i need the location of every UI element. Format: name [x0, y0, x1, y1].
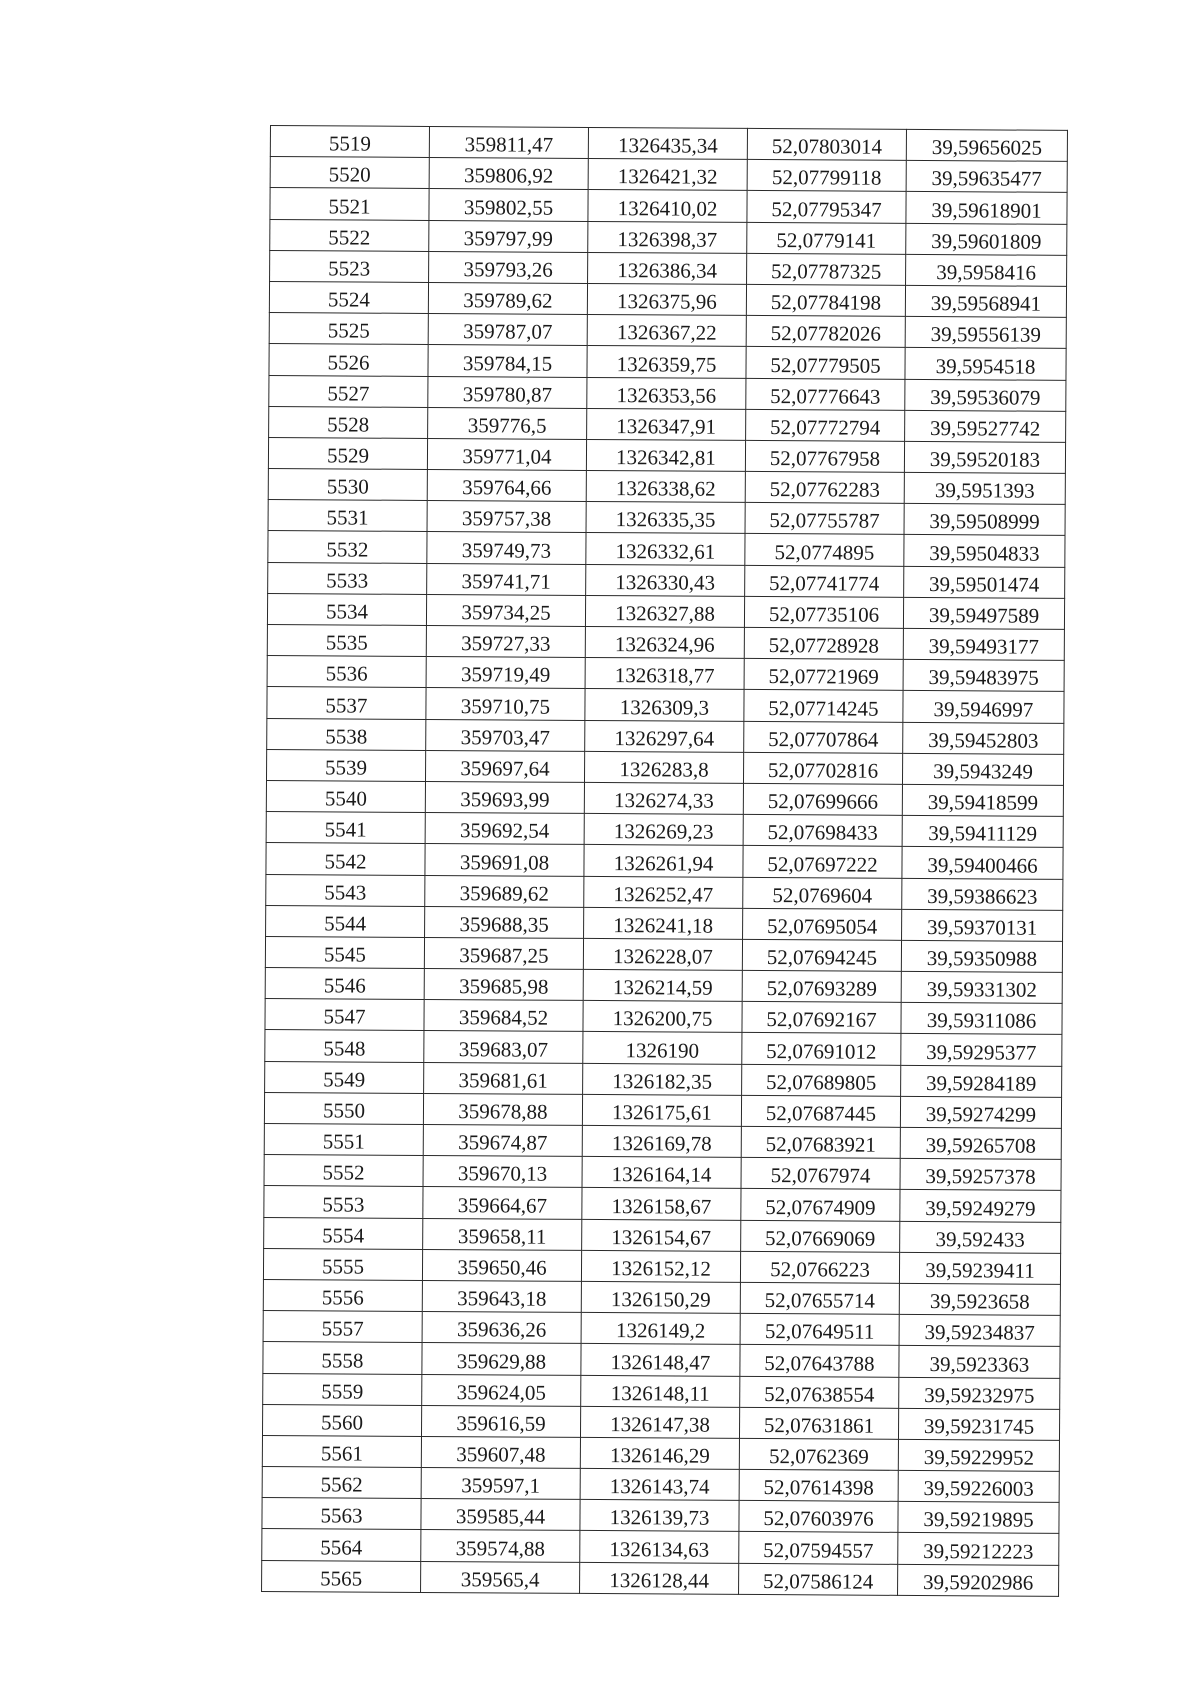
longitude-cell: 39,59656025 [906, 129, 1067, 161]
y-coordinate-cell: 1326128,44 [580, 1562, 739, 1594]
table-row [262, 1467, 1059, 1503]
longitude-cell: 39,59418599 [902, 784, 1063, 816]
longitude-cell: 39,5943249 [902, 753, 1063, 785]
x-coordinate-cell: 359811,47 [429, 126, 588, 158]
latitude-cell: 52,07694245 [742, 939, 901, 971]
longitude-cell: 39,59202986 [898, 1564, 1059, 1596]
longitude-cell: 39,59231745 [898, 1408, 1059, 1440]
longitude-cell: 39,59234837 [899, 1314, 1060, 1346]
longitude-cell: 39,5958416 [906, 254, 1067, 286]
longitude-cell: 39,592433 [900, 1221, 1061, 1253]
latitude-cell: 52,07795347 [747, 191, 906, 223]
latitude-cell: 52,07779505 [746, 347, 905, 379]
latitude-cell: 52,0762369 [739, 1438, 898, 1470]
longitude-cell: 39,59239411 [899, 1252, 1060, 1284]
y-coordinate-cell: 1326435,34 [588, 127, 747, 159]
y-coordinate-cell: 1326164,14 [582, 1157, 741, 1189]
y-coordinate-cell: 1326158,67 [582, 1188, 741, 1220]
latitude-cell: 52,07689805 [742, 1064, 901, 1096]
longitude-cell: 39,59568941 [905, 285, 1066, 317]
x-coordinate-cell: 359616,59 [421, 1405, 580, 1437]
y-coordinate-cell: 1326347,91 [587, 408, 746, 440]
table-row [263, 1311, 1060, 1347]
point-number-cell: 5521 [270, 188, 429, 220]
latitude-cell: 52,07799118 [747, 160, 906, 192]
x-coordinate-cell: 359597,1 [421, 1468, 580, 1500]
x-coordinate-cell: 359681,61 [424, 1062, 583, 1094]
point-number-cell: 5551 [264, 1123, 423, 1155]
x-coordinate-cell: 359776,5 [428, 407, 587, 439]
table-row [267, 687, 1064, 723]
table-row [267, 718, 1064, 754]
table-row [263, 1373, 1060, 1409]
point-number-cell: 5558 [263, 1342, 422, 1374]
longitude-cell: 39,59452803 [903, 722, 1064, 754]
table-row [268, 562, 1065, 598]
latitude-cell: 52,07741774 [745, 565, 904, 597]
latitude-cell: 52,07649511 [740, 1314, 899, 1346]
table-row [269, 406, 1066, 442]
y-coordinate-cell: 1326375,96 [587, 283, 746, 315]
table-row [265, 936, 1062, 972]
table-row [266, 749, 1063, 785]
longitude-cell: 39,59556139 [905, 317, 1066, 349]
table-row [268, 469, 1065, 505]
table-row [269, 281, 1066, 317]
point-number-cell: 5526 [269, 344, 428, 376]
latitude-cell: 52,07784198 [746, 284, 905, 316]
x-coordinate-cell: 359664,67 [423, 1187, 582, 1219]
y-coordinate-cell: 1326175,61 [582, 1094, 741, 1126]
y-coordinate-cell: 1326143,74 [580, 1468, 739, 1500]
latitude-cell: 52,07803014 [747, 128, 906, 160]
x-coordinate-cell: 359719,49 [426, 657, 585, 689]
latitude-cell: 52,07721969 [744, 659, 903, 691]
point-number-cell: 5563 [262, 1498, 421, 1530]
point-number-cell: 5531 [268, 500, 427, 532]
coordinates-table-body [262, 126, 1068, 1597]
longitude-cell: 39,59527742 [905, 410, 1066, 442]
longitude-cell: 39,59497589 [903, 597, 1064, 629]
latitude-cell: 52,07594557 [739, 1532, 898, 1564]
x-coordinate-cell: 359703,47 [426, 719, 585, 751]
x-coordinate-cell: 359793,26 [429, 251, 588, 283]
longitude-cell: 39,5946997 [903, 691, 1064, 723]
point-number-cell: 5544 [266, 905, 425, 937]
latitude-cell: 52,07695054 [743, 908, 902, 940]
table-row [265, 1061, 1062, 1097]
latitude-cell: 52,07707864 [744, 721, 903, 753]
y-coordinate-cell: 1326327,88 [585, 595, 744, 627]
point-number-cell: 5525 [269, 313, 428, 345]
longitude-cell: 39,5951393 [904, 472, 1065, 504]
x-coordinate-cell: 359585,44 [421, 1499, 580, 1531]
table-row [265, 999, 1062, 1035]
table-row [267, 656, 1064, 692]
table-row [270, 126, 1067, 162]
latitude-cell: 52,07693289 [742, 970, 901, 1002]
longitude-cell: 39,59601809 [906, 223, 1067, 255]
table-row [269, 344, 1066, 380]
point-number-cell: 5557 [263, 1311, 422, 1343]
y-coordinate-cell: 1326139,73 [580, 1500, 739, 1532]
table-row [264, 1123, 1061, 1159]
x-coordinate-cell: 359684,52 [424, 1000, 583, 1032]
table-row [266, 874, 1063, 910]
table-row [263, 1279, 1060, 1315]
table-row [262, 1435, 1059, 1471]
point-number-cell: 5554 [264, 1217, 423, 1249]
y-coordinate-cell: 1326309,3 [585, 689, 744, 721]
latitude-cell: 52,07714245 [744, 690, 903, 722]
longitude-cell: 39,5923658 [899, 1283, 1060, 1315]
x-coordinate-cell: 359565,4 [421, 1561, 580, 1593]
table-row [262, 1560, 1059, 1596]
y-coordinate-cell: 1326324,96 [585, 626, 744, 658]
table-row [266, 843, 1063, 879]
latitude-cell: 52,07699666 [743, 783, 902, 815]
table-row [264, 1092, 1061, 1128]
x-coordinate-cell: 359784,15 [428, 345, 587, 377]
point-number-cell: 5552 [264, 1155, 423, 1187]
y-coordinate-cell: 1326386,34 [588, 252, 747, 284]
latitude-cell: 52,0769604 [743, 877, 902, 909]
longitude-cell: 39,59508999 [904, 504, 1065, 536]
point-number-cell: 5545 [265, 936, 424, 968]
y-coordinate-cell: 1326169,78 [582, 1125, 741, 1157]
point-number-cell: 5534 [267, 593, 426, 625]
y-coordinate-cell: 1326152,12 [581, 1250, 740, 1282]
longitude-cell: 39,59411129 [902, 816, 1063, 848]
longitude-cell: 39,59249279 [900, 1190, 1061, 1222]
y-coordinate-cell: 1326283,8 [584, 751, 743, 783]
longitude-cell: 39,59295377 [901, 1034, 1062, 1066]
point-number-cell: 5548 [265, 1030, 424, 1062]
point-number-cell: 5529 [268, 437, 427, 469]
x-coordinate-cell: 359629,88 [422, 1343, 581, 1375]
x-coordinate-cell: 359670,13 [423, 1156, 582, 1188]
point-number-cell: 5527 [269, 375, 428, 407]
latitude-cell: 52,07697222 [743, 846, 902, 878]
latitude-cell: 52,07728928 [744, 627, 903, 659]
point-number-cell: 5530 [268, 469, 427, 501]
longitude-cell: 39,59350988 [901, 940, 1062, 972]
longitude-cell: 39,59311086 [901, 1003, 1062, 1035]
y-coordinate-cell: 1326367,22 [587, 315, 746, 347]
point-number-cell: 5519 [270, 126, 429, 158]
y-coordinate-cell: 1326228,07 [583, 938, 742, 970]
table-row [263, 1342, 1060, 1378]
latitude-cell: 52,07787325 [747, 253, 906, 285]
table-row [268, 531, 1065, 567]
table-row [270, 250, 1067, 286]
y-coordinate-cell: 1326214,59 [583, 969, 742, 1001]
y-coordinate-cell: 1326150,29 [581, 1281, 740, 1313]
table-row [266, 905, 1063, 941]
longitude-cell: 39,59504833 [904, 535, 1065, 567]
x-coordinate-cell: 359780,87 [428, 376, 587, 408]
table-row [265, 968, 1062, 1004]
longitude-cell: 39,59257378 [900, 1159, 1061, 1191]
longitude-cell: 39,5954518 [905, 348, 1066, 380]
table-row [268, 500, 1065, 536]
y-coordinate-cell: 1326148,11 [581, 1375, 740, 1407]
table-row [266, 780, 1063, 816]
x-coordinate-cell: 359685,98 [424, 969, 583, 1001]
longitude-cell: 39,59265708 [900, 1127, 1061, 1159]
x-coordinate-cell: 359643,18 [422, 1280, 581, 1312]
longitude-cell: 39,59493177 [903, 628, 1064, 660]
x-coordinate-cell: 359757,38 [427, 501, 586, 533]
x-coordinate-cell: 359683,07 [424, 1031, 583, 1063]
point-number-cell: 5520 [270, 157, 429, 189]
x-coordinate-cell: 359734,25 [426, 594, 585, 626]
y-coordinate-cell: 1326149,2 [581, 1313, 740, 1345]
x-coordinate-cell: 359636,26 [422, 1312, 581, 1344]
point-number-cell: 5562 [262, 1467, 421, 1499]
point-number-cell: 5549 [265, 1061, 424, 1093]
x-coordinate-cell: 359797,99 [429, 220, 588, 252]
y-coordinate-cell: 1326318,77 [585, 658, 744, 690]
longitude-cell: 39,59370131 [902, 909, 1063, 941]
longitude-cell: 39,59232975 [899, 1377, 1060, 1409]
point-number-cell: 5565 [262, 1560, 421, 1592]
point-number-cell: 5564 [262, 1529, 421, 1561]
latitude-cell: 52,07638554 [740, 1376, 899, 1408]
longitude-cell: 39,59483975 [903, 660, 1064, 692]
y-coordinate-cell: 1326147,38 [580, 1406, 739, 1438]
x-coordinate-cell: 359710,75 [426, 688, 585, 720]
latitude-cell: 52,07614398 [739, 1469, 898, 1501]
latitude-cell: 52,07702816 [743, 752, 902, 784]
x-coordinate-cell: 359789,62 [428, 282, 587, 314]
longitude-cell: 39,59274299 [900, 1096, 1061, 1128]
latitude-cell: 52,07674909 [741, 1189, 900, 1221]
x-coordinate-cell: 359574,88 [421, 1530, 580, 1562]
point-number-cell: 5553 [264, 1186, 423, 1218]
x-coordinate-cell: 359802,55 [429, 189, 588, 221]
latitude-cell: 52,07683921 [741, 1126, 900, 1158]
y-coordinate-cell: 1326269,23 [584, 814, 743, 846]
latitude-cell: 52,07603976 [739, 1501, 898, 1533]
point-number-cell: 5547 [265, 999, 424, 1031]
table-row [267, 593, 1064, 629]
y-coordinate-cell: 1326335,35 [586, 502, 745, 534]
x-coordinate-cell: 359689,62 [425, 875, 584, 907]
x-coordinate-cell: 359692,54 [425, 813, 584, 845]
point-number-cell: 5541 [266, 812, 425, 844]
y-coordinate-cell: 1326332,61 [586, 533, 745, 565]
x-coordinate-cell: 359658,11 [423, 1218, 582, 1250]
table-row [264, 1217, 1061, 1253]
longitude-cell: 39,59331302 [901, 971, 1062, 1003]
latitude-cell: 52,07691012 [742, 1033, 901, 1065]
table-row [264, 1155, 1061, 1191]
y-coordinate-cell: 1326182,35 [583, 1063, 742, 1095]
latitude-cell: 52,0779141 [747, 222, 906, 254]
latitude-cell: 52,07669069 [741, 1220, 900, 1252]
y-coordinate-cell: 1326398,37 [588, 221, 747, 253]
y-coordinate-cell: 1326421,32 [588, 159, 747, 191]
point-number-cell: 5556 [263, 1279, 422, 1311]
longitude-cell: 39,59386623 [902, 878, 1063, 910]
latitude-cell: 52,0774895 [745, 534, 904, 566]
x-coordinate-cell: 359650,46 [422, 1249, 581, 1281]
x-coordinate-cell: 359607,48 [421, 1436, 580, 1468]
latitude-cell: 52,07776643 [746, 378, 905, 410]
longitude-cell: 39,59219895 [898, 1502, 1059, 1534]
y-coordinate-cell: 1326330,43 [586, 564, 745, 596]
y-coordinate-cell: 1326190 [583, 1032, 742, 1064]
y-coordinate-cell: 1326274,33 [584, 782, 743, 814]
y-coordinate-cell: 1326200,75 [583, 1001, 742, 1033]
y-coordinate-cell: 1326342,81 [586, 439, 745, 471]
latitude-cell: 52,0767974 [741, 1158, 900, 1190]
y-coordinate-cell: 1326338,62 [586, 471, 745, 503]
longitude-cell: 39,59618901 [906, 192, 1067, 224]
x-coordinate-cell: 359741,71 [427, 563, 586, 595]
y-coordinate-cell: 1326148,47 [581, 1344, 740, 1376]
table-row [269, 375, 1066, 411]
longitude-cell: 39,5923363 [899, 1346, 1060, 1378]
latitude-cell: 52,07692167 [742, 1002, 901, 1034]
x-coordinate-cell: 359727,33 [426, 625, 585, 657]
latitude-cell: 52,07586124 [739, 1563, 898, 1595]
point-number-cell: 5533 [268, 562, 427, 594]
latitude-cell: 52,07643788 [740, 1345, 899, 1377]
longitude-cell: 39,59226003 [898, 1470, 1059, 1502]
latitude-cell: 52,07772794 [746, 409, 905, 441]
table-row [264, 1186, 1061, 1222]
latitude-cell: 52,07698433 [743, 815, 902, 847]
table-row [265, 1030, 1062, 1066]
y-coordinate-cell: 1326410,02 [588, 190, 747, 222]
y-coordinate-cell: 1326134,63 [580, 1531, 739, 1563]
point-number-cell: 5532 [268, 531, 427, 563]
longitude-cell: 39,59520183 [904, 441, 1065, 473]
latitude-cell: 52,07687445 [741, 1095, 900, 1127]
point-number-cell: 5522 [270, 219, 429, 251]
x-coordinate-cell: 359806,92 [429, 158, 588, 190]
longitude-cell: 39,59536079 [905, 379, 1066, 411]
point-number-cell: 5559 [263, 1373, 422, 1405]
longitude-cell: 39,59212223 [898, 1533, 1059, 1565]
table-row [270, 188, 1067, 224]
y-coordinate-cell: 1326261,94 [584, 845, 743, 877]
table-row [262, 1404, 1059, 1440]
point-number-cell: 5539 [266, 749, 425, 781]
point-number-cell: 5523 [270, 250, 429, 282]
point-number-cell: 5560 [262, 1404, 421, 1436]
table-row [270, 219, 1067, 255]
x-coordinate-cell: 359691,08 [425, 844, 584, 876]
point-number-cell: 5528 [269, 406, 428, 438]
latitude-cell: 52,07767958 [745, 440, 904, 472]
y-coordinate-cell: 1326252,47 [584, 876, 743, 908]
y-coordinate-cell: 1326359,75 [587, 346, 746, 378]
x-coordinate-cell: 359787,07 [428, 314, 587, 346]
x-coordinate-cell: 359687,25 [424, 937, 583, 969]
table-row [266, 812, 1063, 848]
x-coordinate-cell: 359678,88 [423, 1093, 582, 1125]
longitude-cell: 39,59501474 [904, 566, 1065, 598]
latitude-cell: 52,07631861 [739, 1407, 898, 1439]
y-coordinate-cell: 1326241,18 [584, 907, 743, 939]
point-number-cell: 5555 [263, 1248, 422, 1280]
latitude-cell: 52,0766223 [740, 1251, 899, 1283]
latitude-cell: 52,07755787 [745, 503, 904, 535]
table-row [270, 157, 1067, 193]
point-number-cell: 5537 [267, 687, 426, 719]
point-number-cell: 5540 [266, 780, 425, 812]
y-coordinate-cell: 1326154,67 [582, 1219, 741, 1251]
x-coordinate-cell: 359764,66 [427, 470, 586, 502]
x-coordinate-cell: 359697,64 [425, 750, 584, 782]
longitude-cell: 39,59229952 [898, 1439, 1059, 1471]
latitude-cell: 52,07762283 [745, 471, 904, 503]
latitude-cell: 52,07782026 [746, 316, 905, 348]
point-number-cell: 5561 [262, 1435, 421, 1467]
x-coordinate-cell: 359693,99 [425, 781, 584, 813]
point-number-cell: 5524 [269, 281, 428, 313]
point-number-cell: 5546 [265, 968, 424, 1000]
table-row [263, 1248, 1060, 1284]
longitude-cell: 39,59400466 [902, 847, 1063, 879]
point-number-cell: 5535 [267, 624, 426, 656]
point-number-cell: 5536 [267, 656, 426, 688]
x-coordinate-cell: 359674,87 [423, 1124, 582, 1156]
latitude-cell: 52,07735106 [744, 596, 903, 628]
x-coordinate-cell: 359771,04 [427, 438, 586, 470]
point-number-cell: 5550 [264, 1092, 423, 1124]
longitude-cell: 39,59284189 [901, 1065, 1062, 1097]
latitude-cell: 52,07655714 [740, 1282, 899, 1314]
table-row [262, 1529, 1059, 1565]
coordinates-table [261, 125, 1068, 1597]
point-number-cell: 5538 [267, 718, 426, 750]
table-row [268, 437, 1065, 473]
table-row [269, 313, 1066, 349]
longitude-cell: 39,59635477 [906, 161, 1067, 193]
x-coordinate-cell: 359624,05 [422, 1374, 581, 1406]
x-coordinate-cell: 359688,35 [425, 906, 584, 938]
point-number-cell: 5542 [266, 843, 425, 875]
y-coordinate-cell: 1326146,29 [580, 1437, 739, 1469]
y-coordinate-cell: 1326297,64 [585, 720, 744, 752]
table-row [267, 624, 1064, 660]
table-row [262, 1498, 1059, 1534]
y-coordinate-cell: 1326353,56 [587, 377, 746, 409]
point-number-cell: 5543 [266, 874, 425, 906]
x-coordinate-cell: 359749,73 [427, 532, 586, 564]
